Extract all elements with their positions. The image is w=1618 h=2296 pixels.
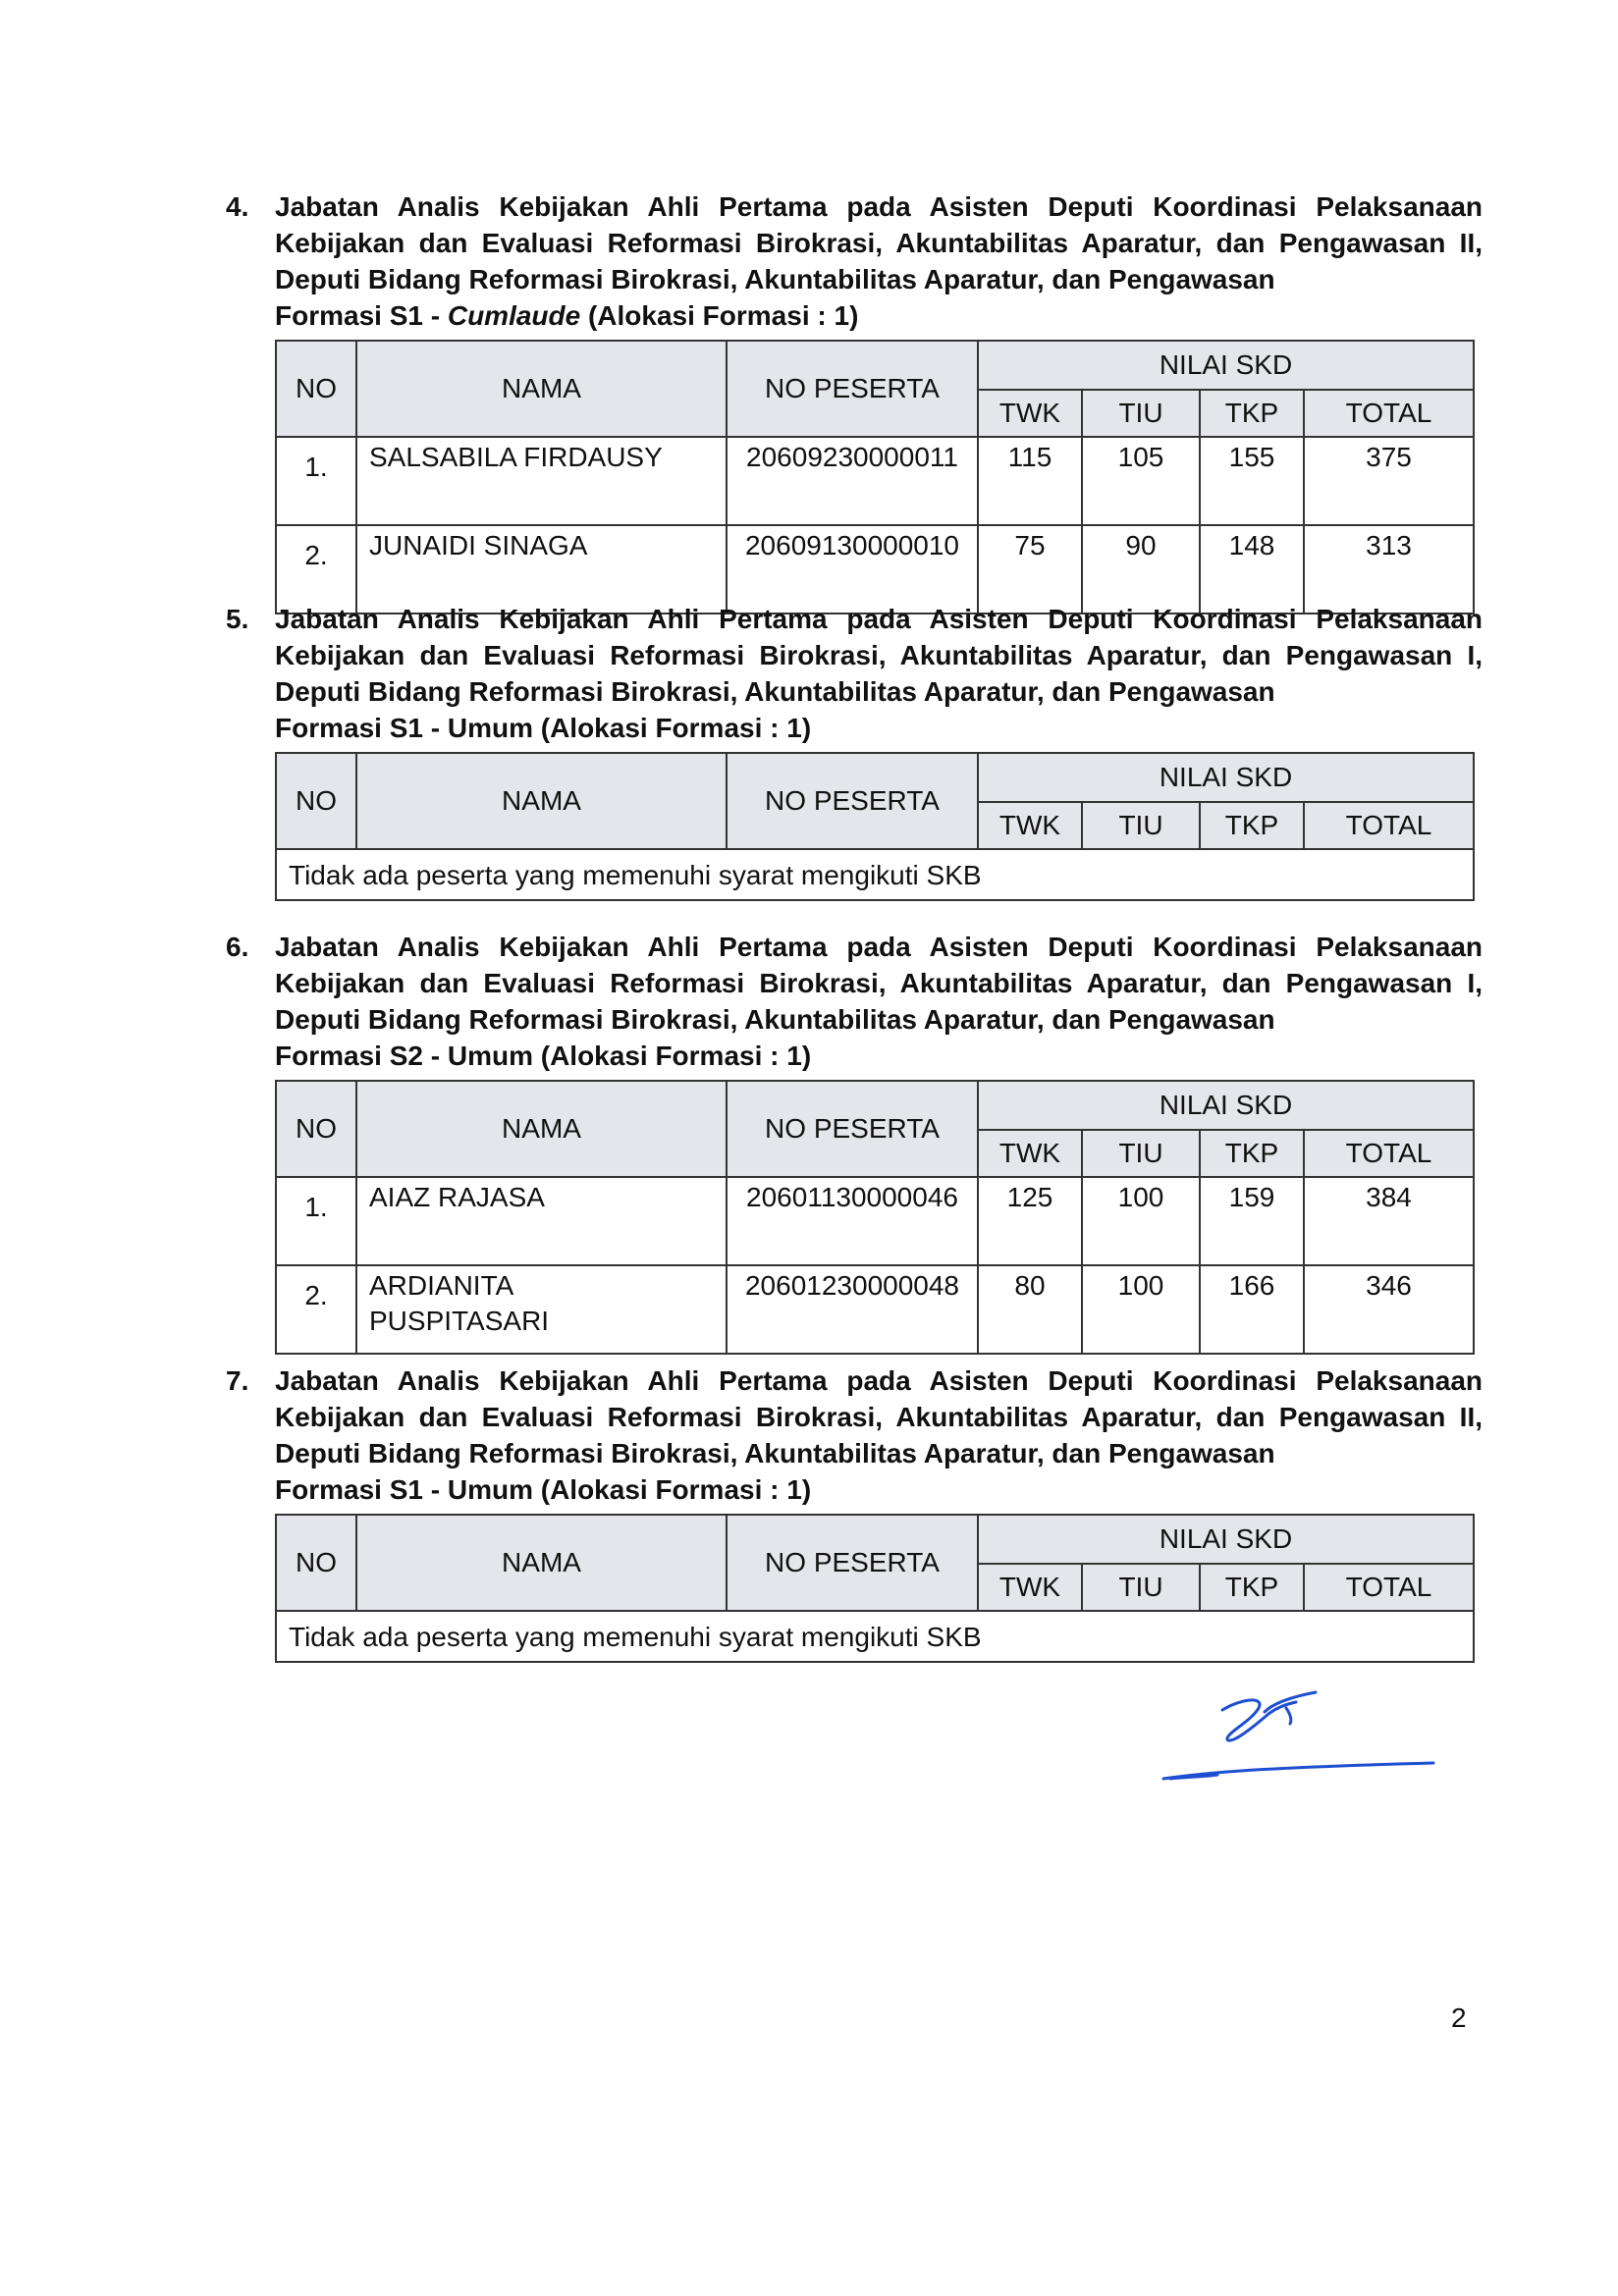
cell-no-peserta: 20609130000010 bbox=[727, 525, 978, 614]
section-5 bbox=[226, 601, 1483, 901]
header-tkp: TKP bbox=[1200, 1564, 1304, 1611]
formasi-line: Formasi S1 - Cumlaude (Alokasi Formasi : 1) bbox=[275, 300, 859, 331]
empty-message: Tidak ada peserta yang memenuhi syarat mengikuti SKB bbox=[276, 1611, 1474, 1662]
table-row bbox=[276, 1177, 1474, 1265]
header-total: TOTAL bbox=[1304, 390, 1474, 437]
heading-line: Kebijakan dan Evaluasi Reformasi Birokrasi, Akuntabilitas Aparatur, dan Pengawasan II, bbox=[275, 228, 1483, 258]
heading-line: Jabatan Analis Kebijakan Ahli Pertama pada Asisten Deputi Koordinasi Pelaksanaan bbox=[275, 1365, 1483, 1396]
signature-mark bbox=[1149, 1669, 1443, 1787]
formasi-type: Umum bbox=[447, 1041, 533, 1071]
section-heading bbox=[226, 601, 1483, 746]
header-tkp: TKP bbox=[1200, 1130, 1304, 1177]
header-total: TOTAL bbox=[1304, 802, 1474, 849]
results-table bbox=[275, 752, 1475, 901]
header-tkp: TKP bbox=[1200, 802, 1304, 849]
cell-tkp: 166 bbox=[1200, 1265, 1304, 1354]
formasi-line: Formasi S2 - Umum (Alokasi Formasi : 1) bbox=[275, 1041, 812, 1071]
cell-tiu: 90 bbox=[1082, 525, 1200, 614]
header-nilai-skd: NILAI SKD bbox=[978, 1515, 1474, 1564]
formasi-type: Umum bbox=[447, 713, 533, 743]
cell-tkp: 155 bbox=[1200, 437, 1304, 525]
cell-no: 1. bbox=[276, 1177, 356, 1265]
results-table bbox=[275, 1514, 1475, 1663]
heading-line: Kebijakan dan Evaluasi Reformasi Birokrasi, Akuntabilitas Aparatur, dan Pengawasan I, bbox=[275, 640, 1483, 670]
table-row bbox=[276, 1611, 1474, 1662]
cell-nama: SALSABILA FIRDAUSY bbox=[356, 437, 727, 525]
heading-line: Deputi Bidang Reformasi Birokrasi, Akuntabilitas Aparatur, dan Pengawasan bbox=[275, 264, 1275, 294]
cell-twk: 80 bbox=[978, 1265, 1082, 1354]
cell-tkp: 148 bbox=[1200, 525, 1304, 614]
header-tiu: TIU bbox=[1082, 390, 1200, 437]
cell-tiu: 100 bbox=[1082, 1177, 1200, 1265]
heading-line: Jabatan Analis Kebijakan Ahli Pertama pada Asisten Deputi Koordinasi Pelaksanaan bbox=[275, 191, 1483, 222]
heading-line: Deputi Bidang Reformasi Birokrasi, Akuntabilitas Aparatur, dan Pengawasan bbox=[275, 1438, 1275, 1468]
cell-nama: JUNAIDI SINAGA bbox=[356, 525, 727, 614]
cell-no-peserta: 20601130000046 bbox=[727, 1177, 978, 1265]
cell-no: 2. bbox=[276, 1265, 356, 1354]
results-table bbox=[275, 340, 1475, 614]
header-nilai-skd: NILAI SKD bbox=[978, 341, 1474, 390]
page-number: 2 bbox=[1451, 2002, 1467, 2033]
cell-twk: 75 bbox=[978, 525, 1082, 614]
header-tiu: TIU bbox=[1082, 802, 1200, 849]
cell-nama: AIAZ RAJASA bbox=[356, 1177, 727, 1265]
header-no-peserta: NO PESERTA bbox=[727, 753, 978, 849]
cell-no: 1. bbox=[276, 437, 356, 525]
header-no: NO bbox=[276, 1515, 356, 1611]
section-7 bbox=[226, 1362, 1483, 1663]
heading-line: Jabatan Analis Kebijakan Ahli Pertama pada Asisten Deputi Koordinasi Pelaksanaan bbox=[275, 604, 1483, 634]
table-row bbox=[276, 849, 1474, 900]
heading-line: Deputi Bidang Reformasi Birokrasi, Akuntabilitas Aparatur, dan Pengawasan bbox=[275, 676, 1275, 707]
section-number: 4. bbox=[226, 191, 249, 222]
empty-message: Tidak ada peserta yang memenuhi syarat mengikuti SKB bbox=[276, 849, 1474, 900]
formasi-line: Formasi S1 - Umum (Alokasi Formasi : 1) bbox=[275, 1474, 812, 1505]
header-nilai-skd: NILAI SKD bbox=[978, 753, 1474, 802]
section-number: 6. bbox=[226, 932, 249, 962]
cell-total: 346 bbox=[1304, 1265, 1474, 1354]
section-number: 7. bbox=[226, 1365, 249, 1396]
formasi-line: Formasi S1 - Umum (Alokasi Formasi : 1) bbox=[275, 713, 812, 743]
header-no: NO bbox=[276, 341, 356, 437]
heading-line: Kebijakan dan Evaluasi Reformasi Birokrasi, Akuntabilitas Aparatur, dan Pengawasan I, bbox=[275, 968, 1483, 998]
header-nama: NAMA bbox=[356, 1515, 727, 1611]
cell-twk: 125 bbox=[978, 1177, 1082, 1265]
cell-no-peserta: 20609230000011 bbox=[727, 437, 978, 525]
results-table bbox=[275, 1080, 1475, 1355]
header-twk: TWK bbox=[978, 1130, 1082, 1177]
table-row bbox=[276, 437, 1474, 525]
cell-no: 2. bbox=[276, 525, 356, 614]
header-nama: NAMA bbox=[356, 1081, 727, 1177]
header-no-peserta: NO PESERTA bbox=[727, 1081, 978, 1177]
cell-tiu: 100 bbox=[1082, 1265, 1200, 1354]
header-no: NO bbox=[276, 1081, 356, 1177]
cell-total: 313 bbox=[1304, 525, 1474, 614]
section-number: 5. bbox=[226, 604, 249, 634]
section-4 bbox=[226, 188, 1483, 614]
header-tiu: TIU bbox=[1082, 1564, 1200, 1611]
header-nama: NAMA bbox=[356, 753, 727, 849]
section-6 bbox=[226, 929, 1483, 1355]
cell-total: 375 bbox=[1304, 437, 1474, 525]
header-no-peserta: NO PESERTA bbox=[727, 1515, 978, 1611]
header-tkp: TKP bbox=[1200, 390, 1304, 437]
cell-tkp: 159 bbox=[1200, 1177, 1304, 1265]
header-nama: NAMA bbox=[356, 341, 727, 437]
cell-no-peserta: 20601230000048 bbox=[727, 1265, 978, 1354]
header-tiu: TIU bbox=[1082, 1130, 1200, 1177]
header-no-peserta: NO PESERTA bbox=[727, 341, 978, 437]
cell-total: 384 bbox=[1304, 1177, 1474, 1265]
table-row bbox=[276, 1265, 1474, 1354]
section-heading bbox=[226, 1362, 1483, 1508]
heading-line: Deputi Bidang Reformasi Birokrasi, Akuntabilitas Aparatur, dan Pengawasan bbox=[275, 1004, 1275, 1035]
section-heading bbox=[226, 188, 1483, 334]
section-heading bbox=[226, 929, 1483, 1074]
formasi-type: Cumlaude bbox=[447, 300, 581, 331]
header-no: NO bbox=[276, 753, 356, 849]
header-total: TOTAL bbox=[1304, 1130, 1474, 1177]
header-twk: TWK bbox=[978, 390, 1082, 437]
header-twk: TWK bbox=[978, 802, 1082, 849]
header-nilai-skd: NILAI SKD bbox=[978, 1081, 1474, 1130]
heading-line: Kebijakan dan Evaluasi Reformasi Birokrasi, Akuntabilitas Aparatur, dan Pengawasan II, bbox=[275, 1402, 1483, 1432]
cell-nama: ARDIANITA PUSPITASARI bbox=[356, 1265, 727, 1354]
cell-twk: 115 bbox=[978, 437, 1082, 525]
header-total: TOTAL bbox=[1304, 1564, 1474, 1611]
formasi-type: Umum bbox=[447, 1474, 533, 1505]
heading-line: Jabatan Analis Kebijakan Ahli Pertama pada Asisten Deputi Koordinasi Pelaksanaan bbox=[275, 932, 1483, 962]
cell-tiu: 105 bbox=[1082, 437, 1200, 525]
header-twk: TWK bbox=[978, 1564, 1082, 1611]
